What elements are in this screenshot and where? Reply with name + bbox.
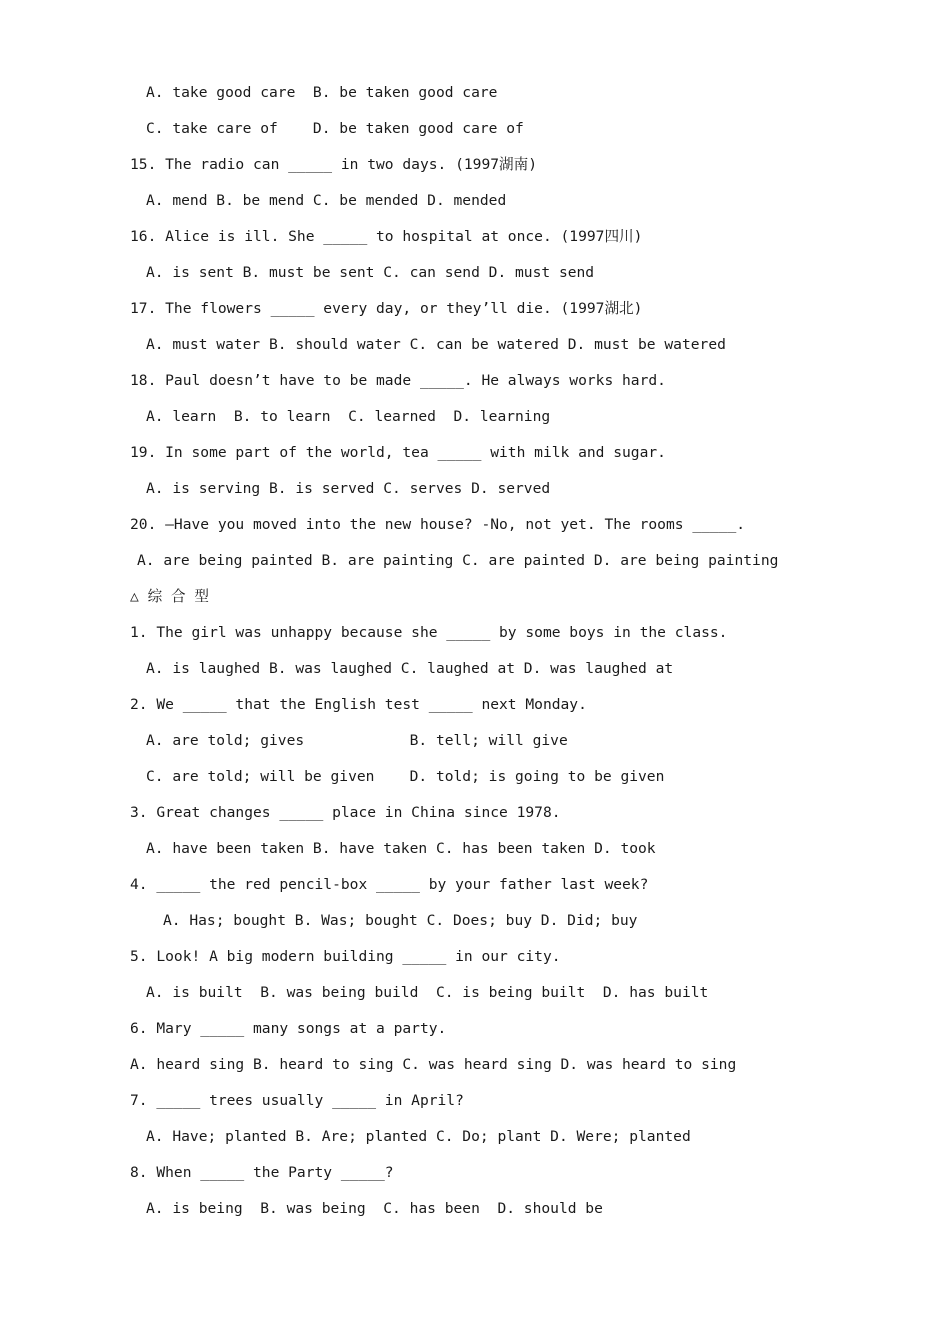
option-line: A. Have; planted B. Are; planted C. Do; plant D. Were; planted [146,1128,691,1145]
question-line: 6. Mary _____ many songs at a party. [130,1020,447,1037]
option-line: A. mend B. be mend C. be mended D. mended [146,192,507,209]
option-line: A. are told; gives B. tell; will give [146,732,568,749]
question-line: 5. Look! A big modern building _____ in our city. [130,948,561,965]
option-line: A. heard sing B. heard to sing C. was heard sing D. was heard to sing [130,1056,737,1073]
option-line: A. is built B. was being build C. is being built D. has built [146,984,709,1001]
option-line: A. is laughed B. was laughed C. laughed at D. was laughed at [146,660,674,677]
option-line: A. are being painted B. are painting C. are painted D. are being painting [137,552,779,569]
option-line: A. is sent B. must be sent C. can send D. must send [146,264,595,281]
question-line: 4. _____ the red pencil-box _____ by your father last week? [130,876,649,893]
question-line: 15. The radio can _____ in two days. (1997湖南) [130,156,537,173]
option-line: C. take care of D. be taken good care of [146,120,524,137]
question-line: 20. –Have you moved into the new house? -No, not yet. The rooms _____. [130,516,746,533]
option-line: A. must water B. should water C. can be watered D. must be watered [146,336,726,353]
question-line: 7. _____ trees usually _____ in April? [130,1092,464,1109]
question-line: 8. When _____ the Party _____? [130,1164,394,1181]
question-line: 19. In some part of the world, tea _____ with milk and sugar. [130,444,666,461]
option-line: A. Has; bought B. Was; bought C. Does; buy D. Did; buy [163,912,638,929]
option-line: A. is serving B. is served C. serves D. served [146,480,551,497]
option-line: A. learn B. to learn C. learned D. learning [146,408,551,425]
question-line: 3. Great changes _____ place in China since 1978. [130,804,561,821]
option-line: C. are told; will be given D. told; is going to be given [146,768,665,785]
option-line: A. take good care B. be taken good care [146,84,498,101]
option-line: A. is being B. was being C. has been D. should be [146,1200,603,1217]
question-line: 17. The flowers _____ every day, or they’ll die. (1997湖北) [130,300,643,317]
question-line: 18. Paul doesn’t have to be made _____. He always works hard. [130,372,666,389]
question-line: 1. The girl was unhappy because she _____ by some boys in the class. [130,624,728,641]
section-heading: △ 综 合 型 [130,588,209,605]
option-line: A. have been taken B. have taken C. has been taken D. took [146,840,656,857]
question-line: 2. We _____ that the English test _____ next Monday. [130,696,587,713]
question-line: 16. Alice is ill. She _____ to hospital at once. (1997四川) [130,228,643,245]
